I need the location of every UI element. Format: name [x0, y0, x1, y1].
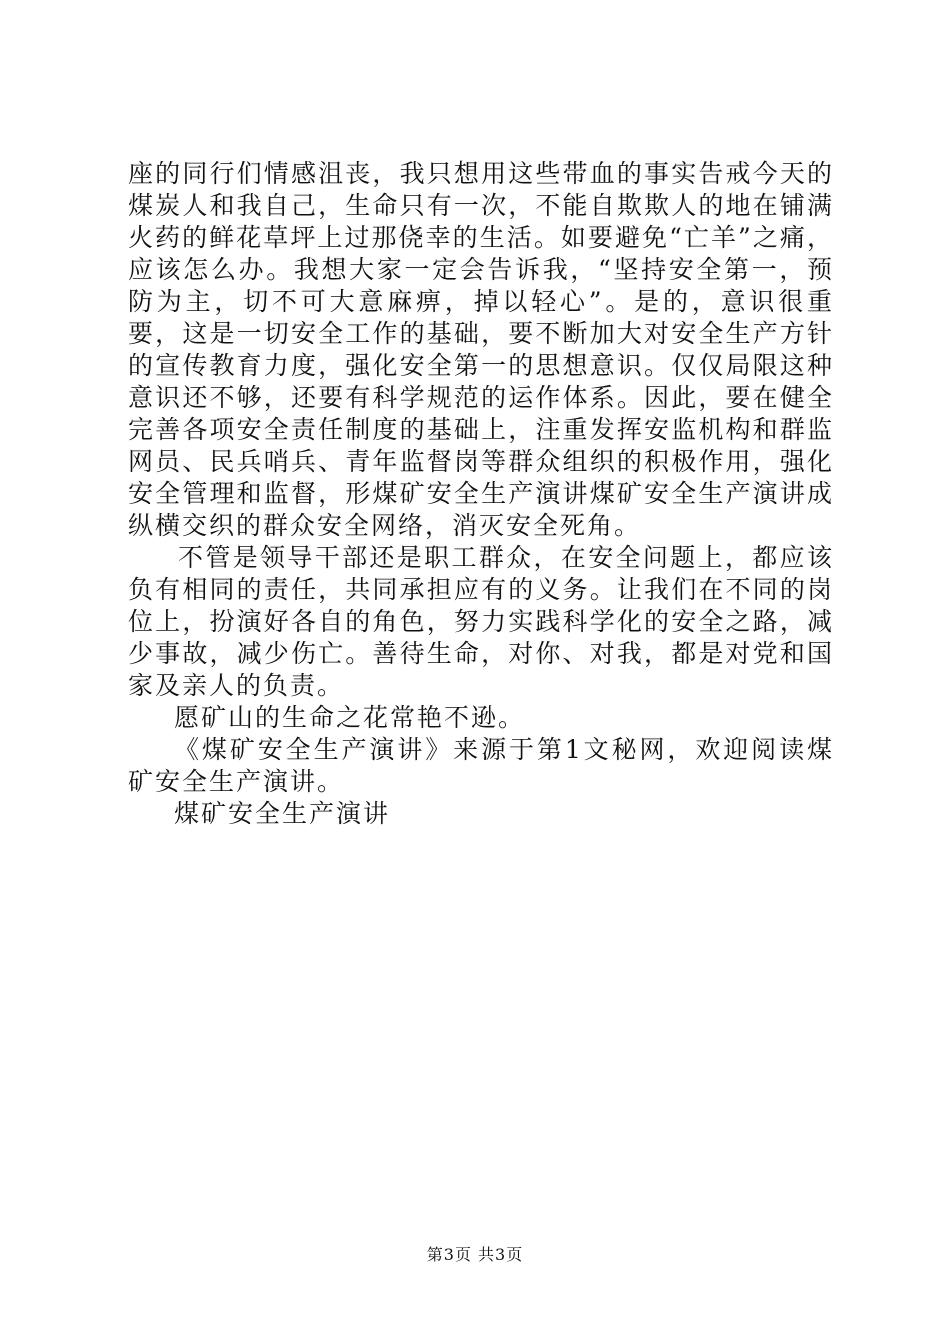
- paragraph-title-repeat: 煤矿安全生产演讲: [174, 799, 391, 828]
- paragraph-continued: 座的同行们情感沮丧，我只想用这些带血的事实告戒今天的煤炭人和我自己，生命只有一次，不能自欺欺人的地在铺满火药的鲜花草坪上过那侥幸的生活。如要避免“亡羊”之痛，应该怎么办。我想大家一定会告诉我，“坚持安全第一，预防为主，切不可大意麻痹，掉以轻心”。是的，意识很重要，这是一切安全工作的基础，要不断加大对安全生产方针的宣传教育力度，强化安全第一的思想意识。仅仅局限这种意识还不够，还要有科学规范的运作体系。因此，要在健全完善各项安全责任制度的基础上，注重发挥安监机构和群监网员、民兵哨兵、青年监督岗等群众组织的积极作用，强化安全管理和监督，形煤矿安全生产演讲煤矿安全生产演讲成纵横交织的群众安全网络，消灭安全死角。: [128, 159, 834, 540]
- paragraph-wish: 愿矿山的生命之花常艳不逊。: [174, 703, 526, 732]
- document-body: [128, 158, 834, 830]
- paragraph-responsibility: 不管是领导干部还是职工群众，在安全问题上，都应该负有相同的责任，共同承担应有的义务。让我们在不同的岗位上，扮演好各自的角色，努力实践科学化的安全之路，减少事故，减少伤亡。善待生命，对你、对我，都是对党和国家及亲人的负责。: [128, 543, 834, 700]
- paragraph-source: 《煤矿安全生产演讲》来源于第1文秘网，欢迎阅读煤矿安全生产演讲。: [128, 735, 834, 796]
- page-footer: 第3页 共3页: [426, 1245, 524, 1264]
